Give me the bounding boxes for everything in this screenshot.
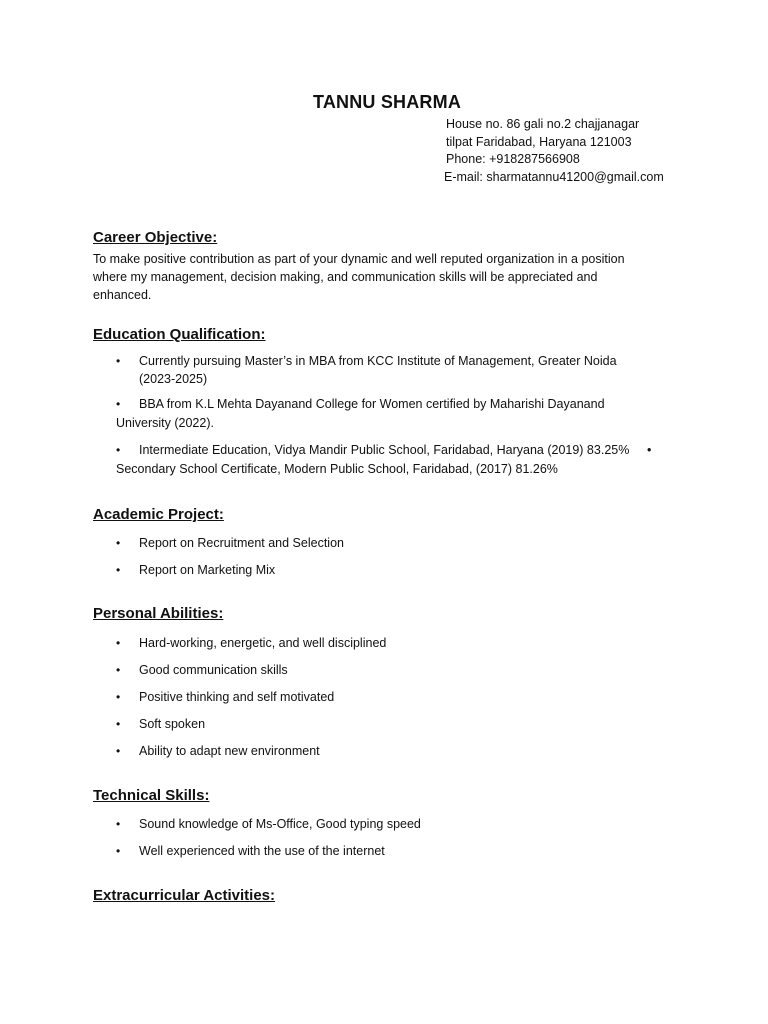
- education-item-text: Intermediate Education, Vidya Mandir Public School, Faridabad, Haryana (2019) 83.25%: [139, 443, 630, 457]
- ability-item-text: Soft spoken: [139, 717, 206, 731]
- ability-item-text: Hard-working, energetic, and well disciplined: [139, 636, 387, 650]
- bullet-icon: •: [116, 663, 121, 677]
- bullet-icon: •: [116, 844, 121, 858]
- bullet-icon: •: [116, 690, 121, 704]
- skill-item-text: Sound knowledge of Ms-Office, Good typing speed: [139, 817, 421, 831]
- bullet-icon: •: [116, 744, 121, 758]
- personal-abilities-heading: Personal Abilities:: [93, 605, 224, 622]
- technical-skills-heading: Technical Skills:: [93, 787, 210, 804]
- phone-number: Phone: +918287566908: [446, 152, 580, 167]
- education-item-text-cont: University (2022).: [116, 416, 214, 430]
- academic-project-heading: Academic Project:: [93, 506, 224, 523]
- skill-item-text: Well experienced with the use of the internet: [139, 844, 385, 858]
- bullet-icon: •: [116, 636, 121, 650]
- bullet-icon: •: [647, 443, 652, 457]
- bullet-icon: •: [116, 397, 121, 411]
- project-item-text: Report on Marketing Mix: [139, 563, 276, 577]
- bullet-icon: •: [116, 717, 121, 731]
- education-heading: Education Qualification:: [93, 326, 266, 343]
- email-address: E-mail: sharmatannu41200@gmail.com: [444, 170, 664, 185]
- ability-item-text: Ability to adapt new environment: [139, 744, 320, 758]
- project-item-text: Report on Recruitment and Selection: [139, 536, 344, 550]
- career-objective-heading: Career Objective:: [93, 229, 218, 246]
- education-item-text: Currently pursuing Master’s in MBA from KCC Institute of Management, Greater Noida: [139, 354, 617, 368]
- ability-item-text: Good communication skills: [139, 663, 288, 677]
- bullet-icon: •: [116, 536, 121, 550]
- education-item-text-cont: (2023-2025): [139, 372, 208, 386]
- education-item-text: Secondary School Certificate, Modern Public School, Faridabad, (2017) 81.26%: [116, 462, 558, 476]
- contact-block: [446, 116, 664, 187]
- career-objective-text: [93, 250, 673, 304]
- bullet-icon: •: [116, 563, 121, 577]
- career-objective-line: where my management, decision making, and communication skills will be appreciated and: [93, 270, 598, 284]
- bullet-icon: •: [116, 443, 121, 457]
- address-line-2: tilpat Faridabad, Haryana 121003: [446, 134, 632, 149]
- address-line-1: House no. 86 gali no.2 chajjanagar: [446, 117, 640, 131]
- ability-item-text: Positive thinking and self motivated: [139, 690, 335, 704]
- career-objective-line: To make positive contribution as part of your dynamic and well reputed organization in a position: [93, 252, 625, 266]
- bullet-icon: •: [116, 354, 121, 368]
- education-item-text: BBA from K.L Mehta Dayanand College for Women certified by Maharishi Dayanand: [139, 397, 605, 411]
- bullet-icon: •: [116, 817, 121, 831]
- extracurricular-heading: Extracurricular Activities:: [93, 887, 276, 904]
- career-objective-line: enhanced.: [93, 288, 152, 302]
- candidate-name: TANNU SHARMA: [312, 92, 462, 112]
